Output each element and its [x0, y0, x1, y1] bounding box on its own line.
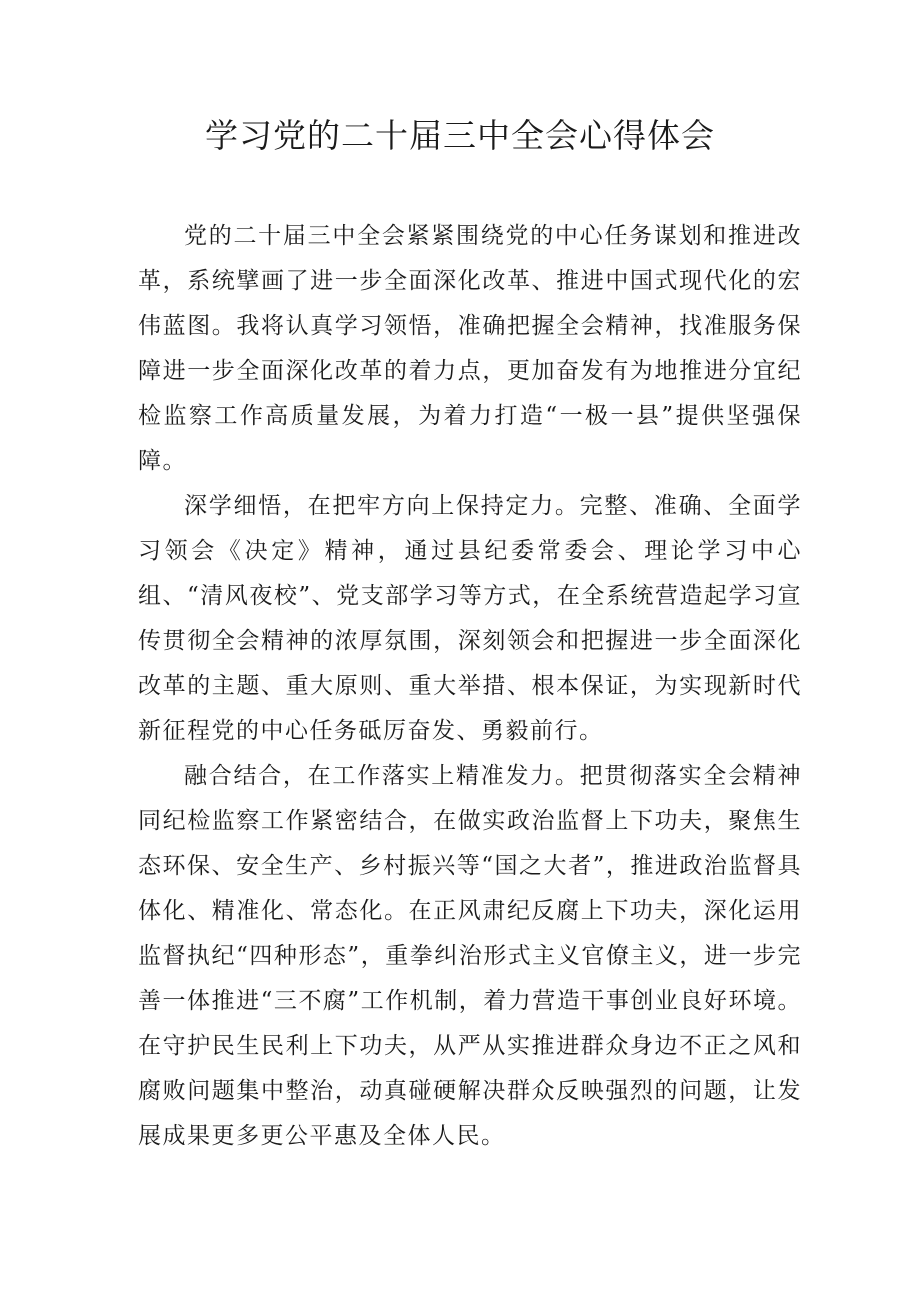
paragraph-3: 融合结合，在工作落实上精准发力。把贯彻落实全会精神同纪检监察工作紧密结合，在做实政治监督上下功夫，聚焦生态环保、安全生产、乡村振兴等“国之大者”，推进政治监督具体化、精准化、常态化。在正风肃纪反腐上下功夫，深化运用监督执纪“四种形态”，重拳纠治形式主义官僚主义，进一步完善一体推进“三不腐”工作机制，着力营造干事创业良好环境。在守护民生民利上下功夫，从严从实推进群众身边不正之风和腐败问题集中整治，动真碰硬解决群众反映强烈的问题，让发展成果更多更公平惠及全体人民。 — [138, 763, 802, 1149]
document-title: 学习党的二十届三中全会心得体会 — [205, 116, 715, 155]
paragraph-2: 深学细悟，在把牢方向上保持定力。完整、准确、全面学习领会《决定》精神，通过县纪委常委会、理论学习中心组、“清风夜校”、党支部学习等方式，在全系统营造起学习宣传贯彻全会精神的浓厚氛围，深刻领会和把握进一步全面深化改革的主题、重大原则、重大举措、根本保证，为实现新时代新征程党的中心任务砥厉奋发、勇毅前行。 — [138, 493, 802, 744]
paragraph-1: 党的二十届三中全会紧紧围绕党的中心任务谋划和推进改革，系统擘画了进一步全面深化改革、推进中国式现代化的宏伟蓝图。我将认真学习领悟，准确把握全会精神，找准服务保障进一步全面深化改革的着力点，更加奋发有为地推进分宜纪检监察工作高质量发展，为着力打造“一极一县”提供坚强保障。 — [138, 223, 802, 474]
document-body — [138, 214, 802, 1159]
